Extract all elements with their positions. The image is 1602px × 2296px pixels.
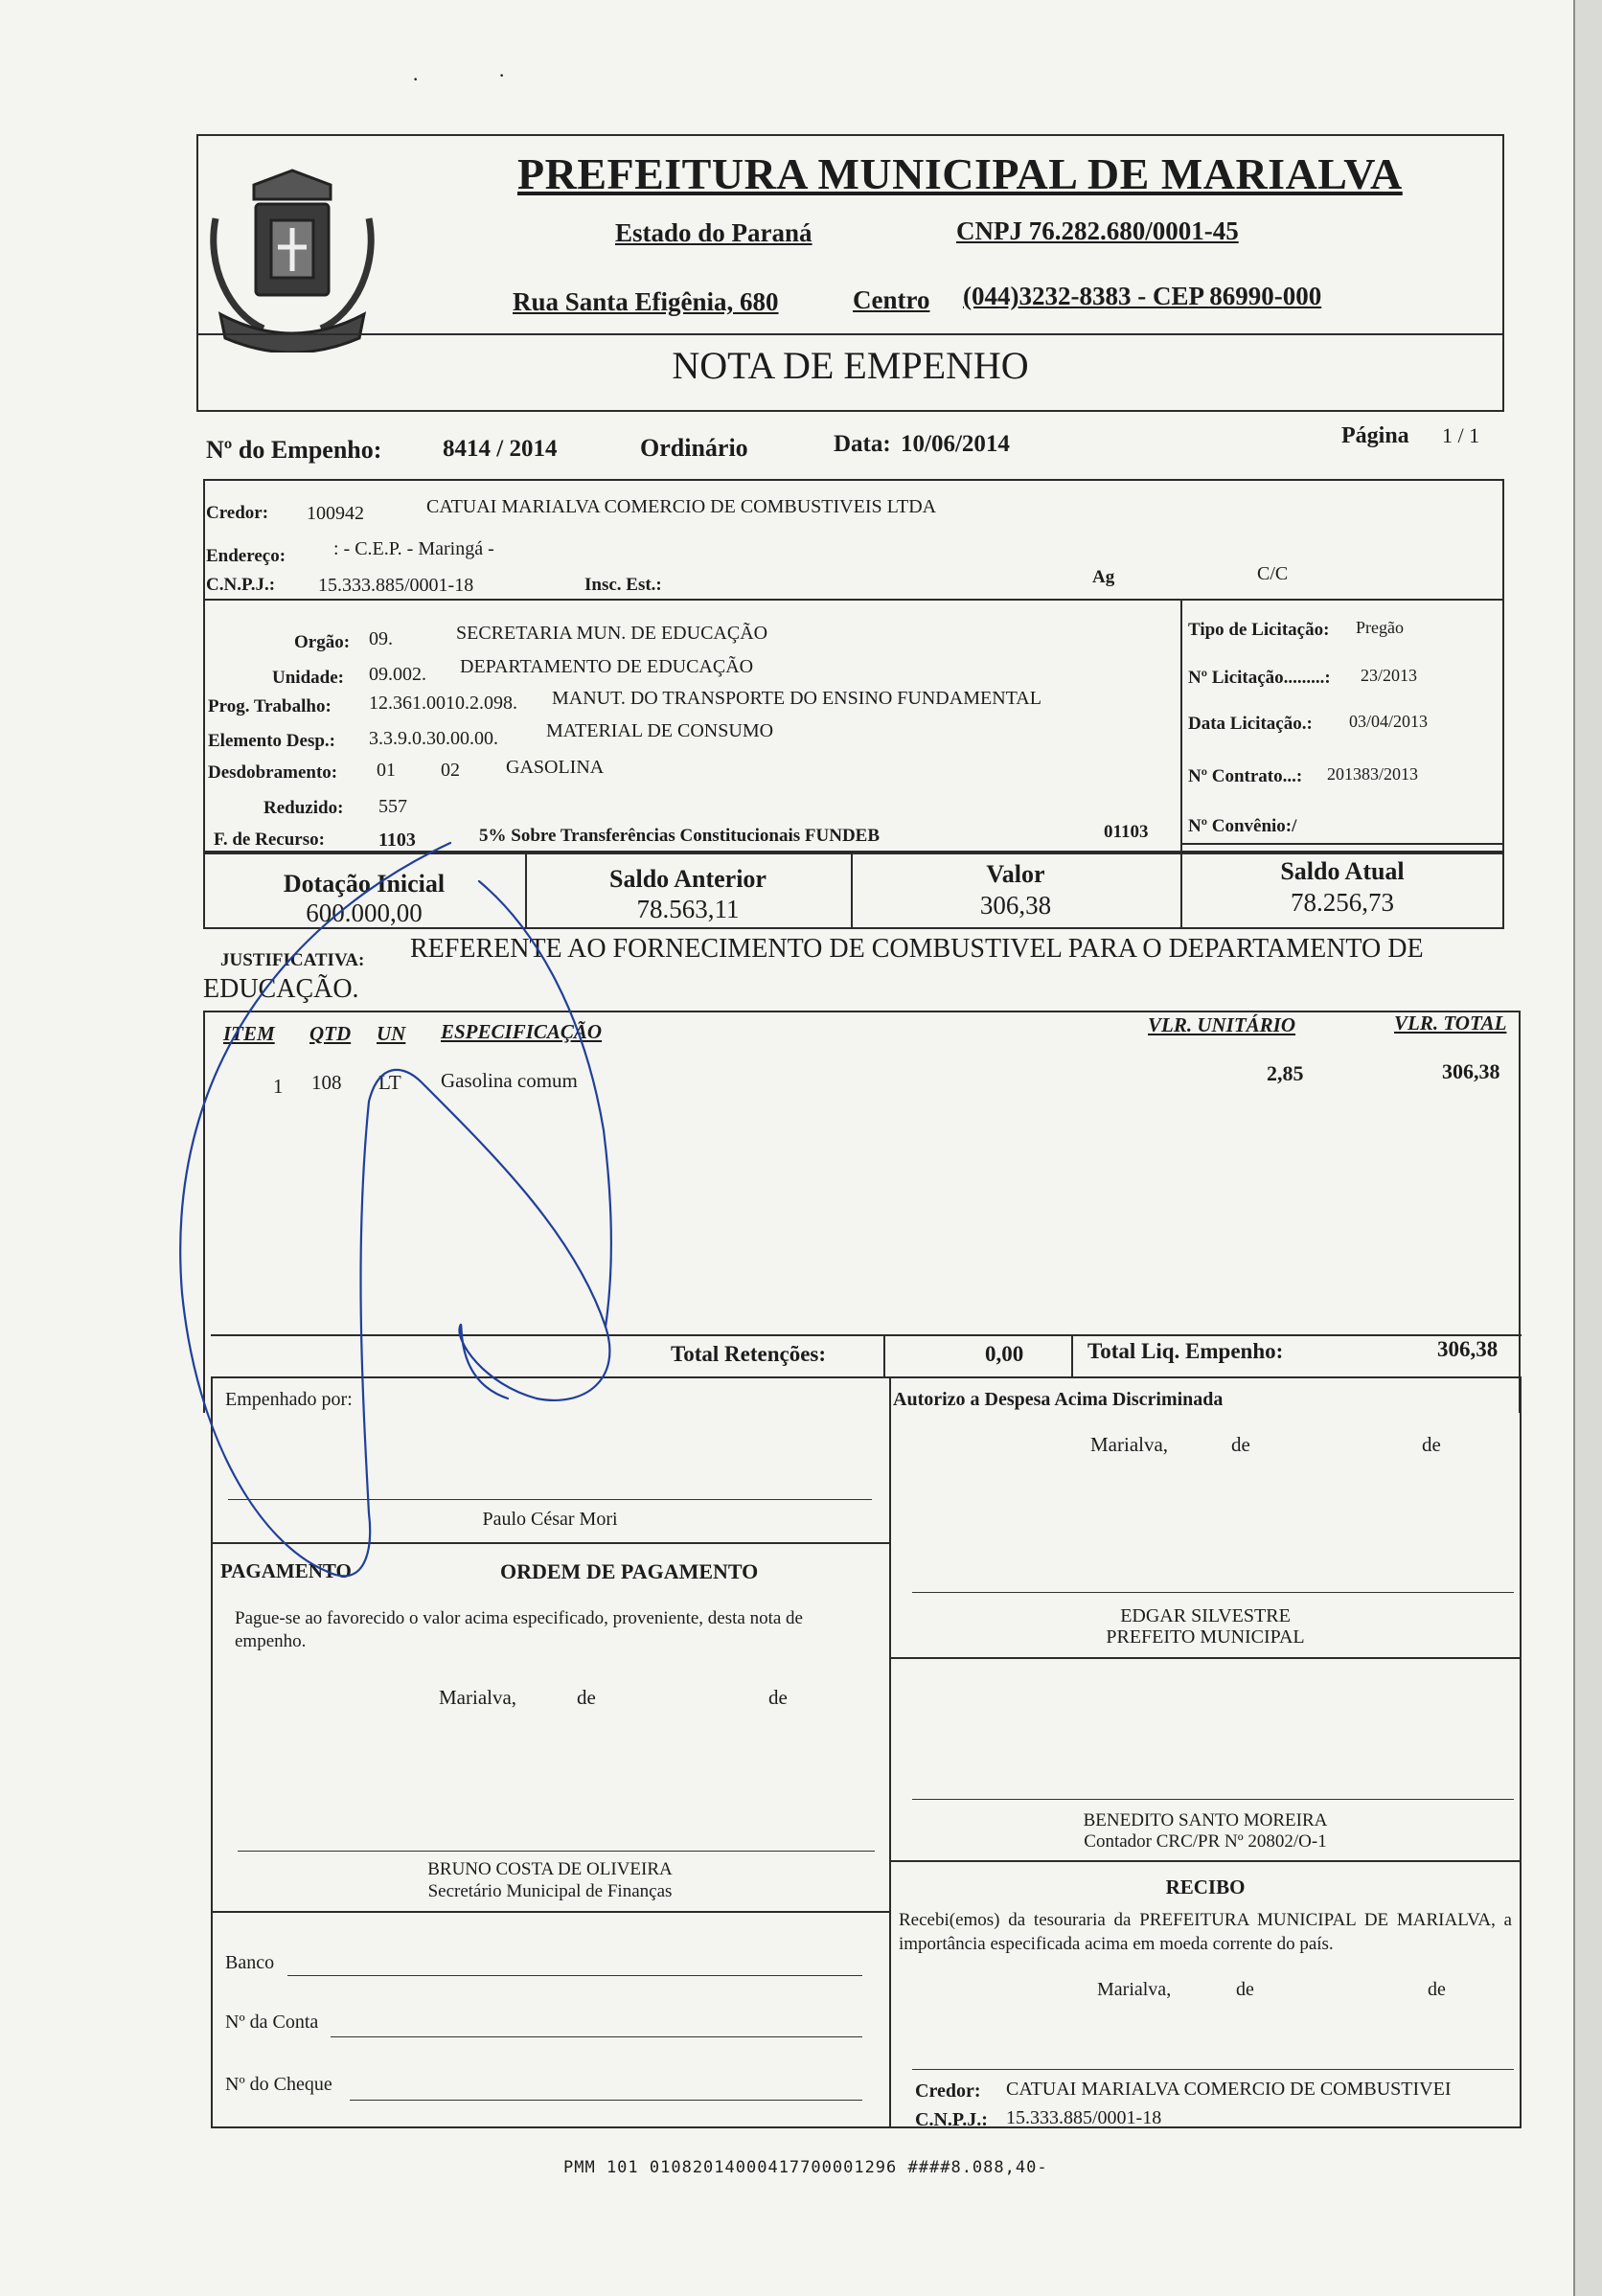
phone-cep: (044)3232-8383 - CEP 86990-000	[963, 282, 1322, 310]
secretario-title: Secretário Municipal de Finanças	[427, 1881, 673, 1901]
justificativa-text-2: EDUCAÇÃO.	[203, 974, 359, 1004]
num-licitacao-label: Nº Licitação.........:	[1188, 668, 1331, 688]
endereco-value: : - C.E.P. - Maringá -	[333, 538, 494, 559]
tipo-licitacao: Pregão	[1356, 618, 1404, 637]
prog-trabalho-label: Prog. Trabalho:	[208, 696, 332, 716]
elemento-desc: MATERIAL DE CONSUMO	[546, 720, 774, 741]
dotacao-inicial-value: 600.000,00	[306, 898, 423, 927]
recibo-text: Recebi(emos) da tesouraria da PREFEITURA MUNICIPAL DE MARIALVA, a importância especificada acima em moeda corrente do país.	[899, 1910, 1512, 1954]
convenio-label: Nº Convênio:/	[1188, 816, 1297, 836]
liq-empenho-label: Total Liq. Empenho:	[1087, 1339, 1284, 1363]
unidade-label: Unidade:	[272, 668, 344, 688]
justificativa-label: JUSTIFICATIVA:	[220, 950, 365, 970]
prefeito-name: EDGAR SILVESTRE	[1120, 1605, 1291, 1626]
ag-label: Ag	[1092, 567, 1115, 587]
contador-title: Contador CRC/PR Nº 20802/O-1	[1084, 1831, 1327, 1852]
col-unit-header: VLR. UNITÁRIO	[1148, 1013, 1296, 1036]
cheque-label: Nº do Cheque	[225, 2074, 332, 2095]
district: Centro	[853, 285, 930, 314]
empenho-number-label: Nº do Empenho:	[206, 436, 382, 464]
recurso-code: 01103	[1104, 822, 1149, 842]
empenho-date-label: Data:	[834, 431, 891, 457]
ordem-place: Marialva,	[439, 1686, 517, 1709]
tipo-licitacao-label: Tipo de Licitação:	[1188, 620, 1330, 640]
prefeito-title: PREFEITO MUNICIPAL	[1106, 1626, 1305, 1648]
cnpj-label: C.N.P.J.:	[206, 575, 276, 595]
conta-label: Nº da Conta	[225, 2012, 319, 2033]
municipal-crest-icon	[196, 161, 388, 352]
ordem-de-1: de	[577, 1686, 596, 1709]
liq-empenho-value: 306,38	[1437, 1337, 1499, 1361]
page-label: Página	[1341, 423, 1409, 448]
contrato-value: 201383/2013	[1327, 764, 1419, 784]
retencoes-label: Total Retenções:	[671, 1342, 827, 1366]
unidade-desc: DEPARTAMENTO DE EDUCAÇÃO	[460, 656, 754, 677]
ordem-de-2: de	[768, 1686, 788, 1709]
recibo-title: RECIBO	[1165, 1875, 1246, 1898]
stray-mark: ·	[498, 63, 506, 87]
saldo-atual-label: Saldo Atual	[1280, 857, 1405, 885]
col-item-header: ITEM	[223, 1022, 275, 1045]
empenhado-por-label: Empenhado por:	[225, 1389, 353, 1410]
recurso-desc: 5% Sobre Transferências Constitucionais FUNDEB	[479, 826, 881, 846]
credor-label: Credor:	[206, 503, 269, 523]
address: Rua Santa Efigênia, 680	[513, 287, 779, 316]
prog-trabalho-value: 12.361.0010.2.098.	[369, 693, 517, 714]
stray-mark: ·	[412, 67, 420, 91]
page-number: 1 / 1	[1442, 423, 1480, 447]
autorizo-place: Marialva,	[1090, 1433, 1169, 1456]
valor-label: Valor	[986, 860, 1045, 888]
valor-value: 306,38	[979, 891, 1052, 920]
credor-code: 100942	[307, 503, 364, 524]
recibo-cnpj-label: C.N.P.J.:	[915, 2109, 988, 2130]
row-un: LT	[378, 1071, 401, 1094]
page-title: PREFEITURA MUNICIPAL DE MARIALVA	[517, 149, 1403, 198]
row-total: 306,38	[1442, 1059, 1500, 1083]
ordem-pagamento-title: ORDEM DE PAGAMENTO	[500, 1559, 759, 1583]
credor-name: CATUAI MARIALVA COMERCIO DE COMBUSTIVEIS LTDA	[426, 496, 937, 517]
empenho-number: 8414 / 2014	[443, 436, 558, 462]
signatures-box	[211, 1376, 1522, 2128]
row-item: 1	[273, 1075, 284, 1098]
ordem-pagamento-text: Pague-se ao favorecido o valor acima especificado, proveniente, desta nota de empenho.	[235, 1608, 803, 1651]
recibo-credor: CATUAI MARIALVA COMERCIO DE COMBUSTIVEI	[1006, 2079, 1452, 2100]
col-spec-header: ESPECIFICAÇÃO	[441, 1020, 603, 1043]
autorizo-de-2: de	[1422, 1433, 1441, 1456]
data-licitacao-label: Data Licitação.:	[1188, 714, 1313, 734]
secretario-name: BRUNO COSTA DE OLIVEIRA	[427, 1859, 673, 1879]
desdobramento-label: Desdobramento:	[208, 762, 338, 783]
orgao-label: Orgão:	[294, 632, 351, 652]
recibo-de-2: de	[1428, 1979, 1446, 2000]
recibo-place: Marialva,	[1097, 1979, 1172, 2000]
data-licitacao: 03/04/2013	[1349, 712, 1429, 731]
document-title: NOTA DE EMPENHO	[672, 344, 1029, 387]
endereco-label: Endereço:	[206, 546, 286, 566]
elemento-label: Elemento Desp.:	[208, 731, 335, 751]
justificativa-text: REFERENTE AO FORNECIMENTO DE COMBUSTIVEL PARA O DEPARTAMENTO DE	[410, 934, 1424, 964]
cc-label: C/C	[1257, 563, 1289, 584]
row-unit: 2,85	[1267, 1061, 1304, 1085]
row-spec: Gasolina comum	[441, 1069, 578, 1092]
orgao-desc: SECRETARIA MUN. DE EDUCAÇÃO	[456, 623, 768, 644]
contrato-label: Nº Contrato...:	[1188, 766, 1303, 786]
prog-trabalho-desc: MANUT. DO TRANSPORTE DO ENSINO FUNDAMENTAL	[552, 688, 1041, 709]
empenho-date: 10/06/2014	[901, 431, 1010, 457]
desdobramento-desc: GASOLINA	[506, 757, 605, 778]
retencoes-value: 0,00	[985, 1342, 1024, 1366]
reduzido-label: Reduzido:	[263, 798, 344, 818]
state-label: Estado do Paraná	[615, 218, 812, 247]
orgao-value: 09.	[369, 628, 393, 649]
autorizo-text: Autorizo a Despesa Acima Discriminada	[893, 1389, 1224, 1410]
machine-code: PMM 101 01082014000417700001296 ####8.088,40-	[563, 2158, 1048, 2177]
row-qtd: 108	[311, 1071, 342, 1094]
recurso-value: 1103	[378, 830, 416, 851]
saldo-anterior-label: Saldo Anterior	[609, 865, 767, 893]
paper-edge	[1573, 0, 1602, 2296]
pagamento-label: PAGAMENTO	[220, 1559, 352, 1582]
banco-label: Banco	[225, 1952, 275, 1973]
empenhado-por-name: Paulo César Mori	[482, 1509, 618, 1530]
recibo-credor-label: Credor:	[915, 2080, 981, 2102]
elemento-value: 3.3.9.0.30.00.00.	[369, 728, 498, 749]
insc-est-label: Insc. Est.:	[584, 575, 662, 595]
col-total-header: VLR. TOTAL	[1394, 1012, 1507, 1034]
num-licitacao: 23/2013	[1361, 666, 1418, 685]
contador-name: BENEDITO SANTO MOREIRA	[1083, 1810, 1328, 1830]
autorizo-de-1: de	[1231, 1433, 1250, 1456]
col-qtd-header: QTD	[309, 1022, 352, 1045]
empenho-type: Ordinário	[640, 434, 748, 462]
recibo-cnpj: 15.333.885/0001-18	[1006, 2107, 1162, 2128]
recibo-de-1: de	[1236, 1979, 1254, 2000]
recurso-label: F. de Recurso:	[214, 830, 325, 850]
desdobramento-a: 01	[377, 760, 396, 781]
unidade-value: 09.002.	[369, 664, 426, 685]
saldo-anterior-value: 78.563,11	[636, 895, 740, 923]
dotacao-inicial-label: Dotação Inicial	[283, 870, 446, 898]
saldo-atual-value: 78.256,73	[1291, 888, 1394, 917]
col-un-header: UN	[377, 1022, 406, 1045]
reduzido-value: 557	[378, 796, 407, 817]
credor-cnpj: 15.333.885/0001-18	[318, 575, 474, 596]
municipal-cnpj: CNPJ 76.282.680/0001-45	[956, 216, 1239, 245]
desdobramento-b: 02	[441, 760, 460, 781]
